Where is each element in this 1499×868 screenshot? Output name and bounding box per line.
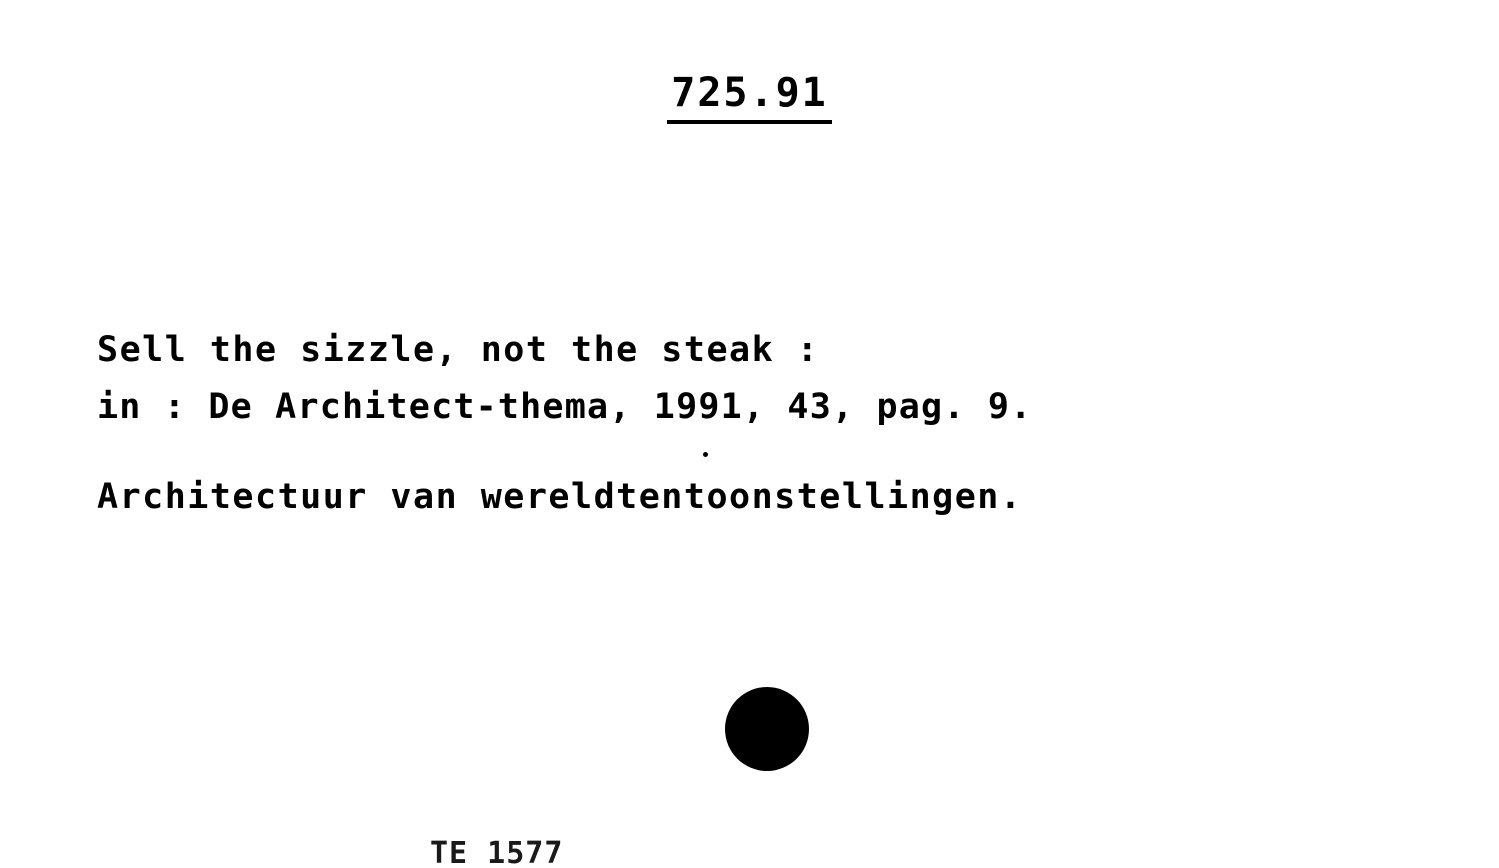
punch-dot	[725, 687, 809, 771]
title-line-1: Sell the sizzle, not the steak :	[97, 330, 820, 370]
source-citation: in : De Architect-thema, 1991, 43, pag. 9.	[97, 387, 1033, 427]
ink-speck	[703, 452, 708, 457]
title-line-2: Architectuur van wereldtentoonstellingen.	[97, 477, 1023, 517]
classification-number-text: 725.91	[667, 70, 832, 124]
bottom-edge-fragment: TE 1577	[430, 836, 564, 868]
classification-number	[0, 70, 1499, 124]
